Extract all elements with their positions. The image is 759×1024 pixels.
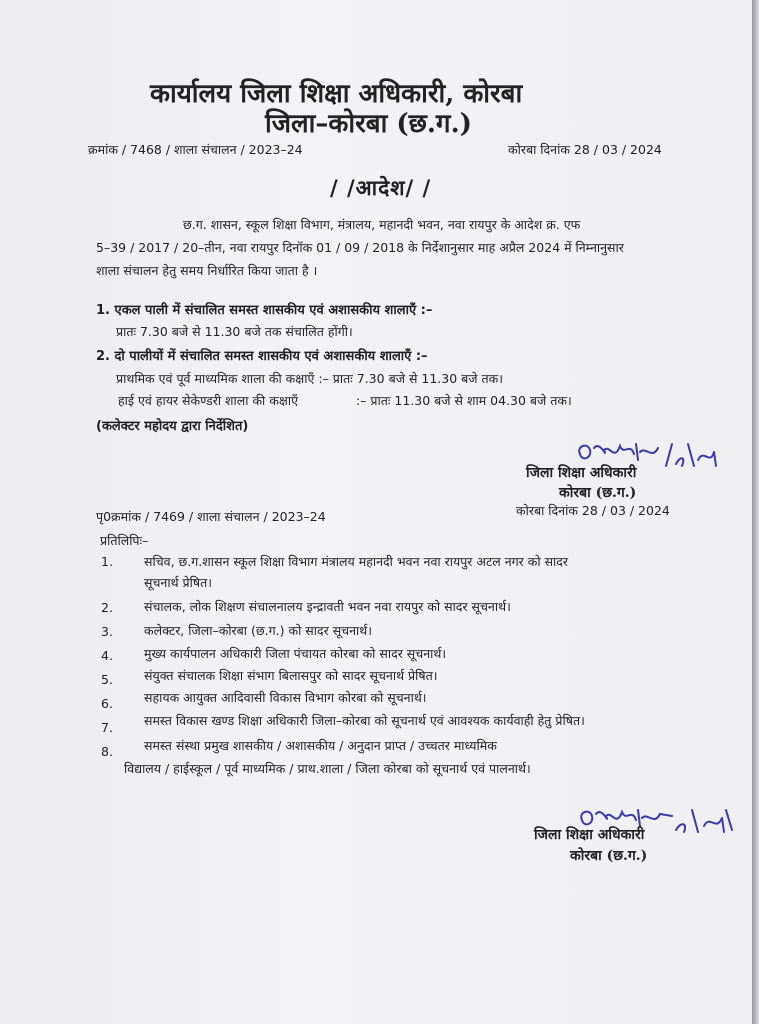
collector-note: (कलेक्टर महोदय द्वारा निर्देशित): [96, 419, 249, 434]
copy-5-number: 5.: [101, 672, 113, 687]
copy-4-line-1: मुख्य कार्यपालन अधिकारी जिला पंचायत कोरबा को सादर सूचनार्थ।: [144, 646, 447, 661]
order-heading: / /आदेश/ /: [330, 175, 432, 200]
signature-2-place: कोरबा (छ.ग.): [570, 848, 648, 864]
copy-5-line-1: संयुक्त संचालक शिक्षा संभाग बिलासपुर को सादर सूचनार्थ प्रेषित।: [144, 668, 438, 683]
copy-7-number: 7.: [101, 720, 113, 735]
copy-1-number: 1.: [101, 554, 113, 569]
copy-2-line-1: संचालक, लोक शिक्षण संचालनालय इन्द्रावती भवन नवा रायपुर को सादर सूचनार्थ।: [144, 599, 511, 614]
copy-6-line-1: सहायक आयुक्त आदिवासी विकास विभाग कोरबा को सूचनार्थ।: [144, 690, 427, 705]
section-2-high-label: हाई एवं हायर सेकेण्डरी शाला की कक्षाएँ: [118, 393, 298, 408]
copy-8-line-2: विद्यालय / हाईस्कूल / पूर्व माध्यमिक / प्राथ.शाला / जिला कोरबा को सूचनार्थ एवं पालनार्थ।: [124, 761, 531, 776]
copy-label: प्रतिलिपिः–: [100, 533, 149, 548]
order-number: क्रमांक / 7468 / शाला संचालन / 2023–24: [88, 142, 303, 157]
signature-1-place: कोरबा (छ.ग.): [559, 485, 637, 501]
copy-3-line-1: कलेक्टर, जिला–कोरबा (छ.ग.) को सादर सूचनार्थ।: [144, 623, 373, 638]
office-title: कार्यालय जिला शिक्षा अधिकारी, कोरबा: [150, 79, 523, 109]
signature-2-designation: जिला शिक्षा अधिकारी: [534, 827, 645, 843]
section-1-heading: 1. एकल पाली में संचालित समस्त शासकीय एवं अशासकीय शालाएँ :–: [96, 303, 433, 318]
copy-4-number: 4.: [101, 648, 113, 663]
copy-6-number: 6.: [101, 696, 113, 711]
copy-3-number: 3.: [101, 624, 113, 639]
copy-order-date: कोरबा दिनांक 28 / 03 / 2024: [516, 503, 670, 518]
intro-line-3: शाला संचालन हेतु समय निर्धारित किया जाता है ।: [96, 263, 318, 278]
district-title: जिला–कोरबा (छ.ग.): [265, 109, 472, 139]
copy-order-number: पृ0क्रमांक / 7469 / शाला संचालन / 2023–24: [96, 509, 326, 524]
copy-8-line-1: समस्त संस्था प्रमुख शासकीय / अशासकीय / अनुदान प्राप्त / उच्चतर माध्यमिक: [144, 738, 497, 753]
page-edge-shadow: [752, 0, 759, 1024]
copy-7-line-1: समस्त विकास खण्ड शिक्षा अधिकारी जिला–कोरबा को सूचनार्थ एवं आवश्यक कार्यवाही हेतु प्रेषित।: [144, 713, 585, 728]
intro-line-2: 5–39 / 2017 / 20–तीन, नवा रायपुर दिनॉक 01 / 09 / 2018 के निर्देशानुसार माह अप्रैल 2024 में निम्नानुसार: [96, 240, 624, 255]
section-2-primary-timing: प्राथमिक एवं पूर्व माध्यमिक शाला की कक्षाएँ :– प्रातः 7.30 बजे से 11.30 बजे तक।: [116, 371, 503, 386]
copy-1-line-1: सचिव, छ.ग.शासन स्कूल शिक्षा विभाग मंत्रालय महानदी भवन नवा रायपुर अटल नगर को सादर: [144, 554, 569, 569]
order-date: कोरबा दिनांक 28 / 03 / 2024: [508, 142, 662, 157]
section-2-high-timing: :– प्रातः 11.30 बजे से शाम 04.30 बजे तक।: [356, 393, 572, 408]
section-2-heading: 2. दो पालीयों में संचालित समस्त शासकीय एवं अशासकीय शालाएँ :–: [96, 349, 428, 364]
copy-8-number: 8.: [101, 744, 113, 759]
copy-2-number: 2.: [101, 600, 113, 615]
copy-1-line-2: सूचनार्थ प्रेषित।: [144, 575, 212, 590]
intro-line-1: छ.ग. शासन, स्कूल शिक्षा विभाग, मंत्रालय, महानदी भवन, नवा रायपुर के आदेश क्र. एफ: [183, 217, 581, 232]
signature-1-designation: जिला शिक्षा अधिकारी: [526, 465, 637, 481]
section-1-timing: प्रातः 7.30 बजे से 11.30 बजे तक संचालित होंगी।: [116, 324, 353, 339]
